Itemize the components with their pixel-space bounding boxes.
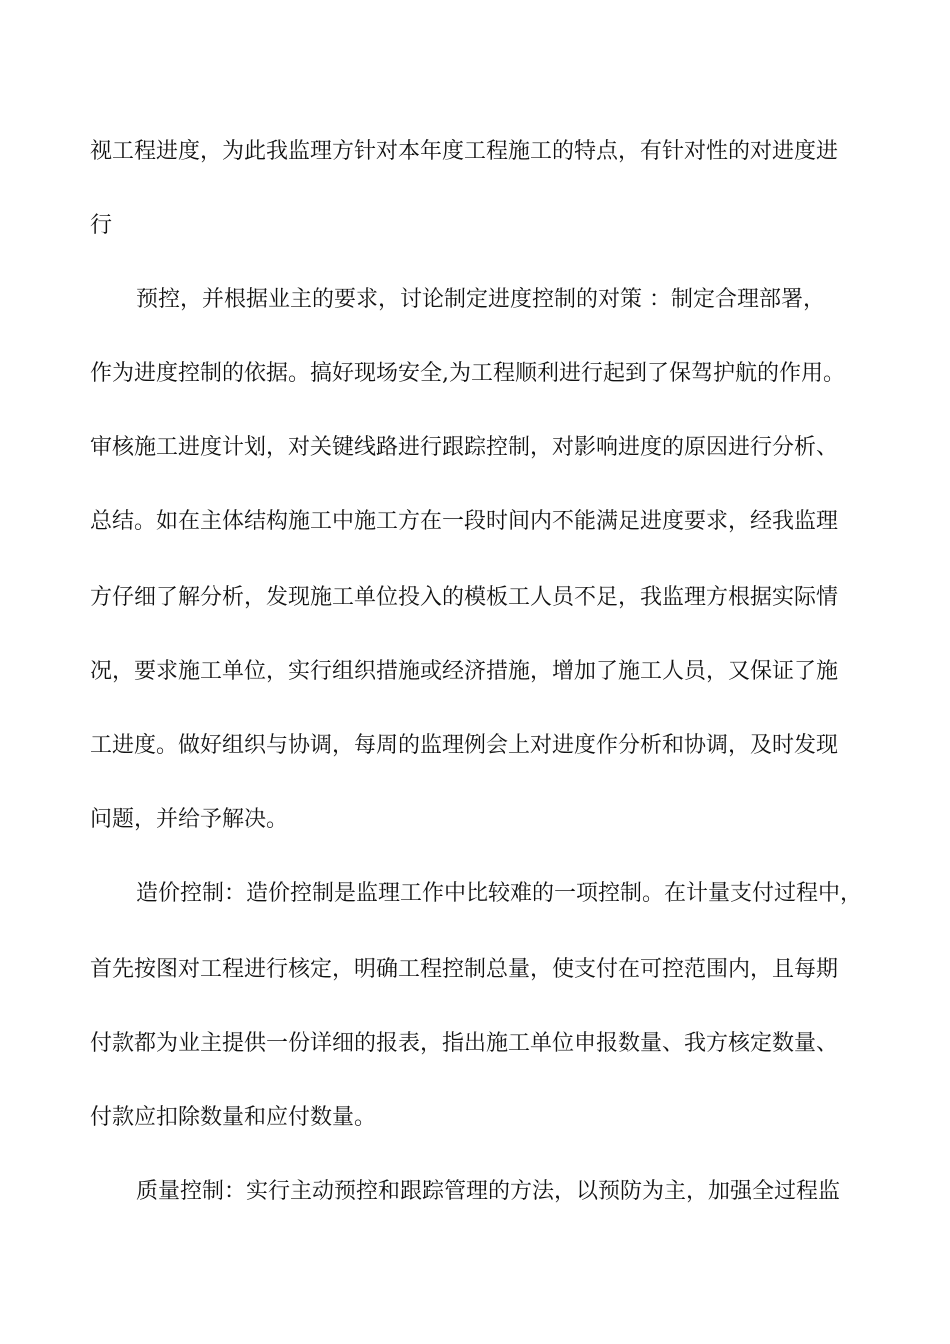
text-line: 付款应扣除数量和应付数量。 bbox=[90, 1105, 377, 1130]
paragraph-first-line: 造价控制：造价控制是监理工作中比较难的一项控制。在计量支付过程中， bbox=[136, 881, 863, 906]
text-line: 作为进度控制的依据。搞好现场安全,为工程顺利进行起到了保驾护航的作用。 bbox=[90, 361, 845, 386]
text-line: 方仔细了解分析，发现施工单位投入的模板工人员不足，我监理方根据实际情 bbox=[90, 585, 839, 610]
paragraph-first-line: 质量控制：实行主动预控和跟踪管理的方法，以预防为主，加强全过程监 bbox=[136, 1179, 841, 1204]
text-line: 总结。如在主体结构施工中施工方在一段时间内不能满足进度要求，经我监理 bbox=[90, 509, 839, 534]
paragraph-first-line: 预控，并根据业主的要求，讨论制定进度控制的对策 ：制定合理部署， bbox=[136, 287, 825, 312]
text-line: 行 bbox=[90, 213, 113, 238]
text-line: 视工程进度，为此我监理方针对本年度工程施工的特点，有针对性的对进度进 bbox=[90, 139, 839, 164]
text-line: 首先按图对工程进行核定，明确工程控制总量，使支付在可控范围内，且每期 bbox=[90, 957, 839, 982]
text-line: 审核施工进度计划，对关键线路进行跟踪控制，对影响进度的原因进行分析、 bbox=[90, 435, 839, 460]
text-line: 付款都为业主提供一份详细的报表，指出施工单位申报数量、我方核定数量、 bbox=[90, 1031, 839, 1056]
text-line: 问题，并给予解决。 bbox=[90, 807, 289, 832]
text-line: 工进度。做好组织与协调，每周的监理例会上对进度作分析和协调，及时发现 bbox=[90, 733, 839, 758]
text-line: 况，要求施工单位，实行组织措施或经济措施，增加了施工人员，又保证了施 bbox=[90, 659, 839, 684]
